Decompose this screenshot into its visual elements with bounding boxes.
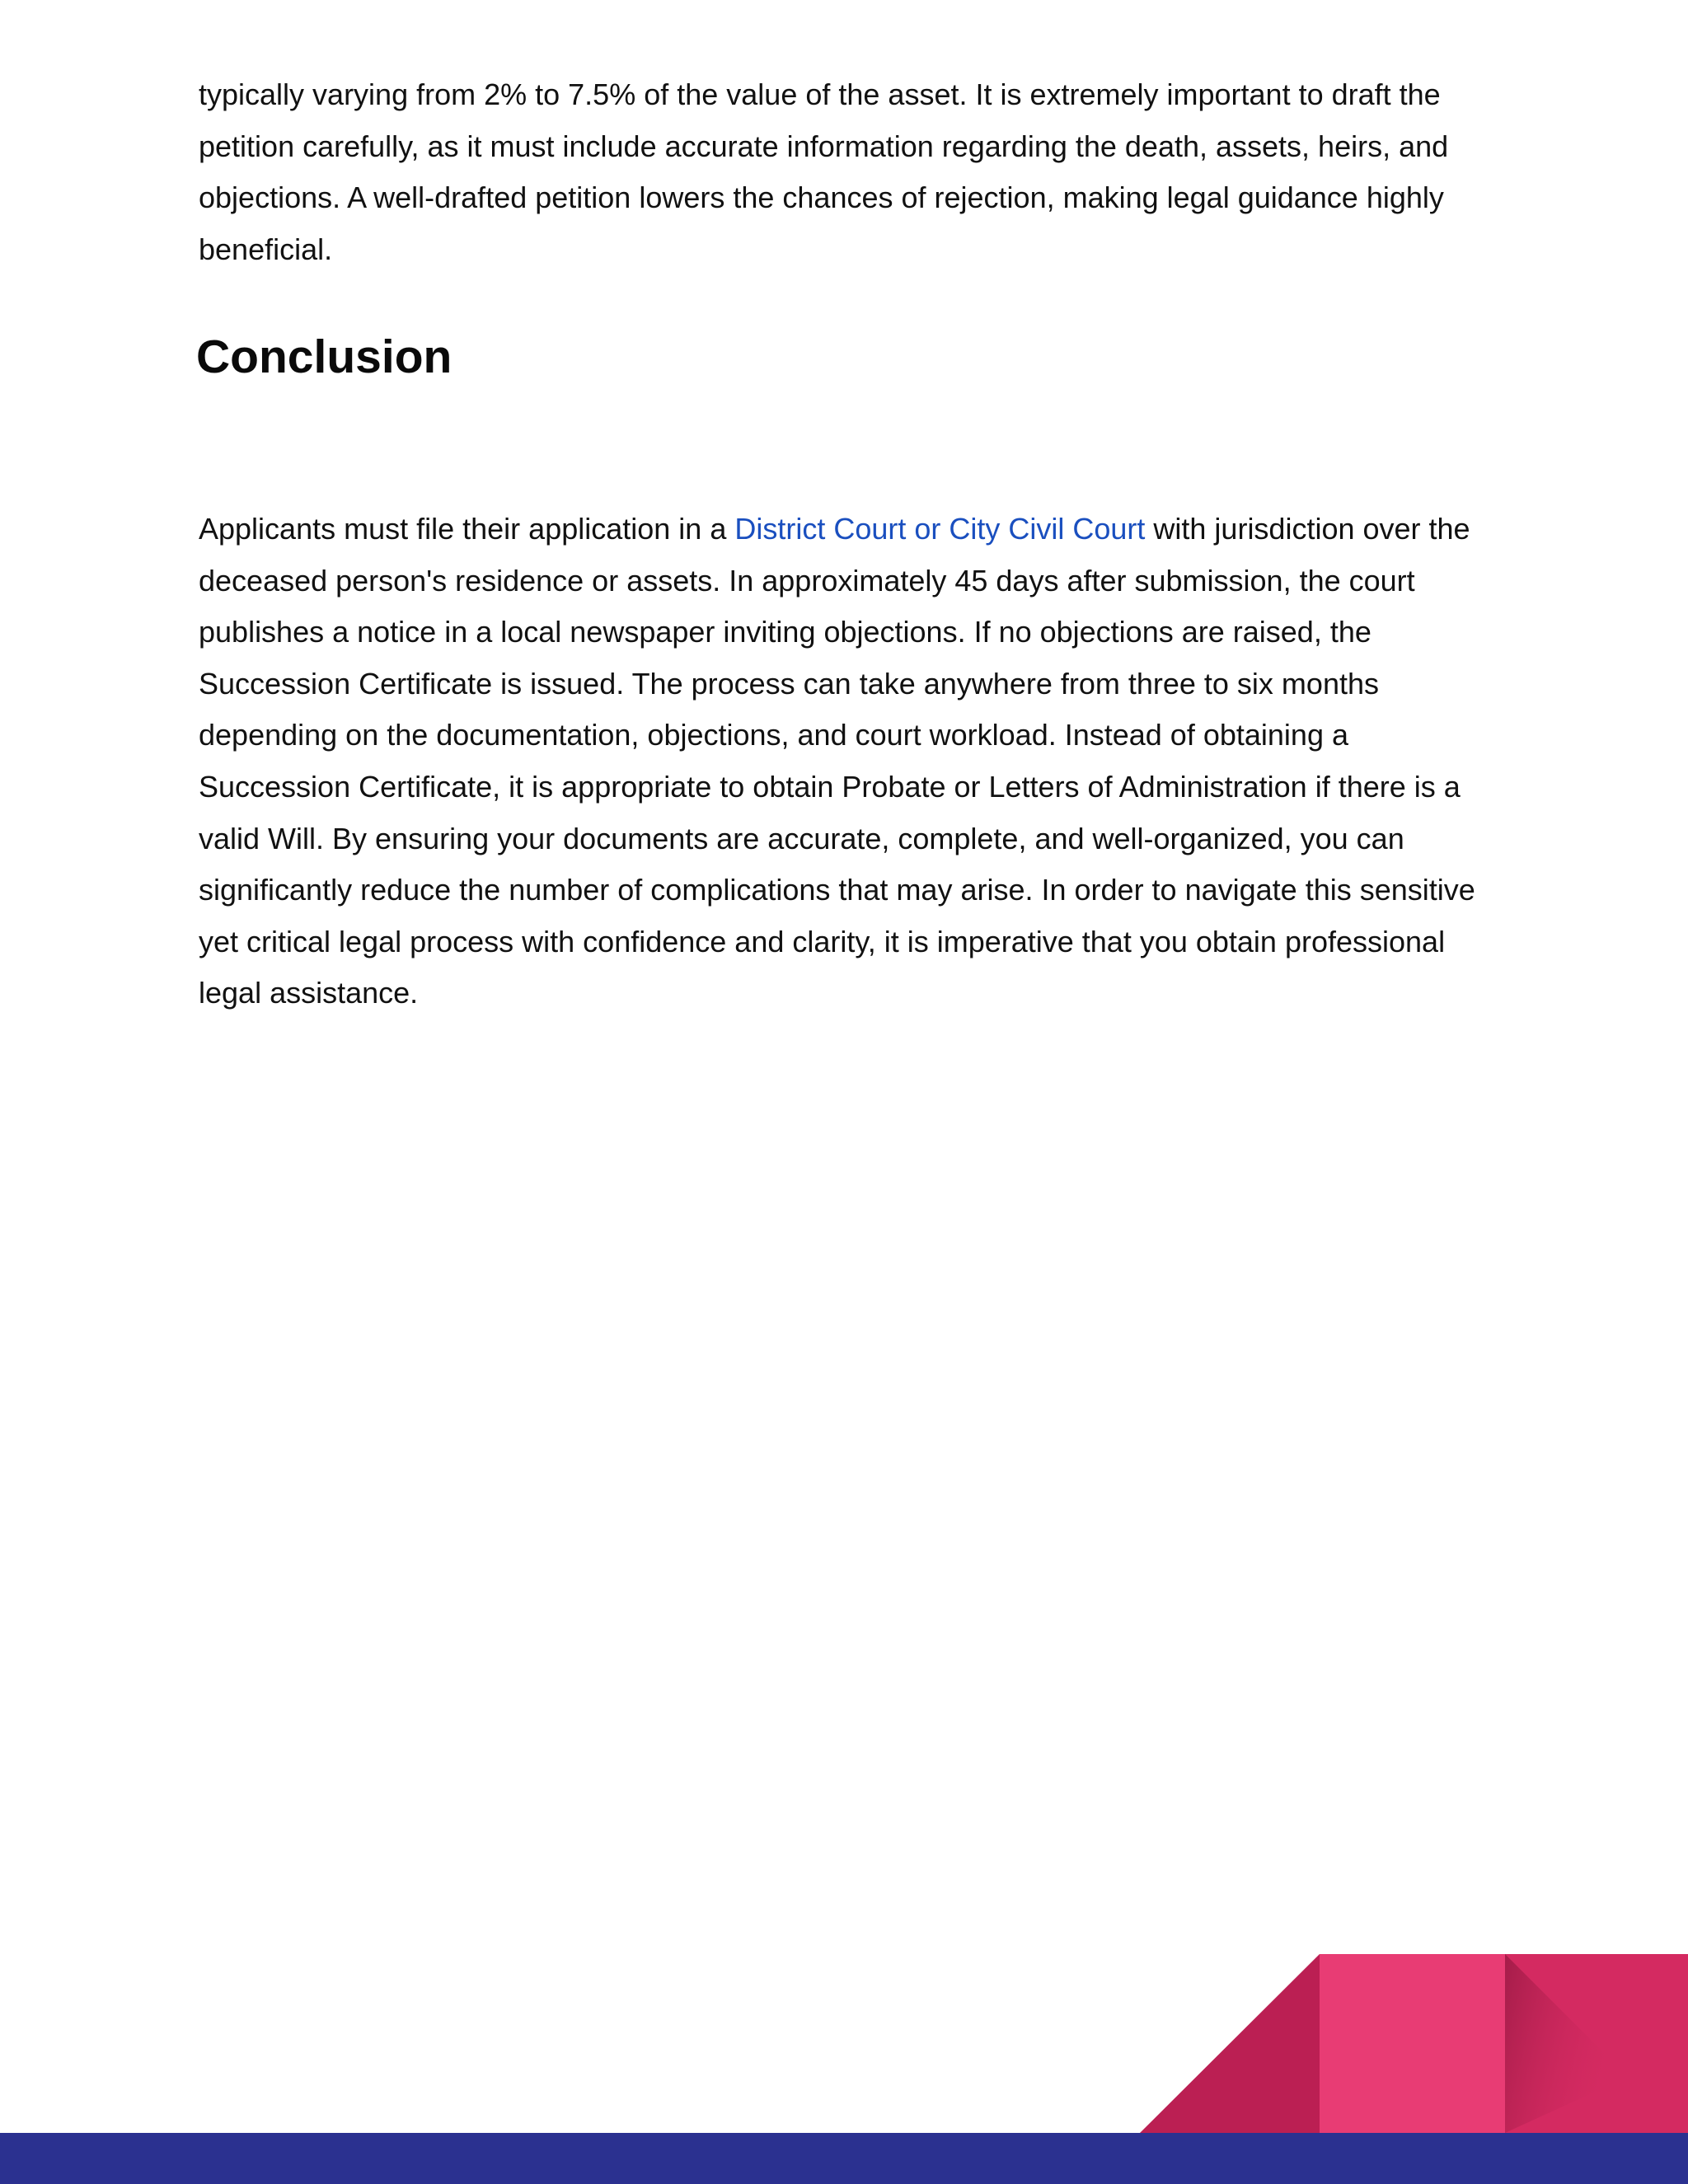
footer-bar xyxy=(0,2133,1688,2184)
district-court-link[interactable]: District Court or City Civil Court xyxy=(734,512,1146,546)
conclusion-text-start: Applicants must file their application in a xyxy=(199,512,735,546)
decor-dark-triangle xyxy=(1140,1954,1320,2133)
intro-paragraph: typically varying from 2% to 7.5% of the value of the asset. It is extremely important to draft the petition carefully, as it must include accurate information regarding the death, assets, heirs, and objections. A well-drafted petition lowers the chances of rejection, making legal guidance highly beneficial. xyxy=(199,77,1449,266)
conclusion-heading: Conclusion xyxy=(196,330,452,383)
conclusion-text-end: with jurisdiction over the deceased person's residence or assets. In approximately 45 days after submission, the court publishes a notice in a local newspaper inviting objections. If no objections are raised, the Succession Certificate is issued. The process can take anywhere from three to six months depending on the documentation, objections, and court workload. Instead of obtaining a Succession Certificate, it is appropriate to obtain Probate or Letters of Administration if there is a valid Will. By ensuring your documents are accurate, complete, and well-organized, you can significantly reduce the number of complications that may arise. In order to navigate this sensitive yet critical legal process with confidence and clarity, it is imperative that you obtain professional legal assistance. xyxy=(199,512,1475,1010)
decor-pink-panel xyxy=(1320,1954,1505,2133)
